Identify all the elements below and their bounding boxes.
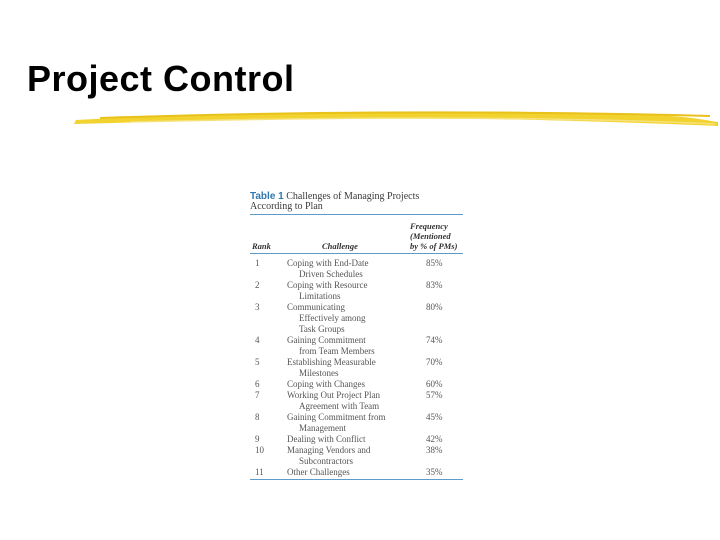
row-frequency: 70%: [426, 357, 443, 367]
row-frequency: 60%: [426, 379, 443, 389]
row-challenge-line: Coping with Resource: [287, 280, 368, 290]
table-caption-text: Challenges of Managing Projects According to Plan: [250, 191, 420, 212]
row-challenge-line: Working Out Project Plan: [287, 390, 381, 400]
row-rank: 11: [255, 467, 264, 477]
row-challenge: [287, 357, 412, 379]
row-challenge: [287, 412, 412, 434]
row-rank: 5: [255, 357, 260, 367]
row-challenge-line: Driven Schedules: [299, 269, 363, 279]
row-challenge: [287, 280, 412, 302]
row-rank: 10: [255, 445, 264, 455]
header-rank: Rank: [252, 241, 271, 251]
row-challenge: [287, 302, 412, 335]
row-rank: 7: [255, 390, 260, 400]
row-challenge-line: Agreement with Team: [299, 401, 380, 411]
row-frequency: 74%: [426, 335, 443, 345]
row-rank: 8: [255, 412, 260, 422]
row-frequency: 45%: [426, 412, 443, 422]
row-challenge-line: Other Challenges: [287, 467, 350, 477]
row-frequency: 85%: [426, 258, 443, 268]
table-bottom-rule: [250, 479, 463, 480]
row-rank: 6: [255, 379, 260, 389]
row-challenge-line: Effectively among: [299, 313, 366, 323]
row-challenge: [287, 390, 412, 412]
header-frequency-line: (Mentioned: [410, 231, 451, 241]
row-frequency: 42%: [426, 434, 443, 444]
row-challenge-line: Establishing Measurable: [287, 357, 376, 367]
row-frequency: 57%: [426, 390, 443, 400]
row-challenge-line: Subcontractors: [299, 456, 353, 466]
header-frequency: [410, 221, 462, 251]
row-challenge: [287, 467, 412, 478]
row-challenge: [287, 434, 412, 445]
header-frequency-line: by % of PMs): [410, 241, 458, 251]
header-challenge: Challenge: [322, 241, 358, 251]
row-challenge-line: Task Groups: [299, 324, 345, 334]
row-challenge-line: Dealing with Conflict: [287, 434, 366, 444]
row-rank: 1: [255, 258, 260, 268]
row-challenge-line: Gaining Commitment from: [287, 412, 386, 422]
table-body: [250, 254, 463, 478]
title-underline-stroke: [70, 104, 720, 130]
row-rank: 2: [255, 280, 260, 290]
header-frequency-line: Frequency: [410, 221, 448, 231]
row-challenge-line: Managing Vendors and: [287, 445, 371, 455]
row-challenge: [287, 379, 412, 390]
challenges-table: [250, 192, 463, 478]
row-frequency: 83%: [426, 280, 443, 290]
row-challenge-line: Milestones: [299, 368, 339, 378]
row-rank: 4: [255, 335, 260, 345]
row-challenge-line: Gaining Commitment: [287, 335, 366, 345]
row-challenge-line: Communicating: [287, 302, 345, 312]
row-frequency: 35%: [426, 467, 443, 477]
row-challenge-line: Coping with End-Date: [287, 258, 369, 268]
table-header: [250, 215, 463, 253]
row-rank: 9: [255, 434, 260, 444]
row-challenge: [287, 445, 412, 467]
row-challenge: [287, 258, 412, 280]
table-caption-number: Table 1: [250, 191, 284, 202]
slide-title: Project Control: [27, 58, 295, 99]
row-challenge-line: from Team Members: [299, 346, 375, 356]
table-caption: [250, 192, 463, 212]
row-rank: 3: [255, 302, 260, 312]
row-challenge-line: Coping with Changes: [287, 379, 365, 389]
row-challenge-line: Limitations: [299, 291, 341, 301]
row-frequency: 80%: [426, 302, 443, 312]
row-frequency: 38%: [426, 445, 443, 455]
row-challenge-line: Management: [299, 423, 346, 433]
row-challenge: [287, 335, 412, 357]
